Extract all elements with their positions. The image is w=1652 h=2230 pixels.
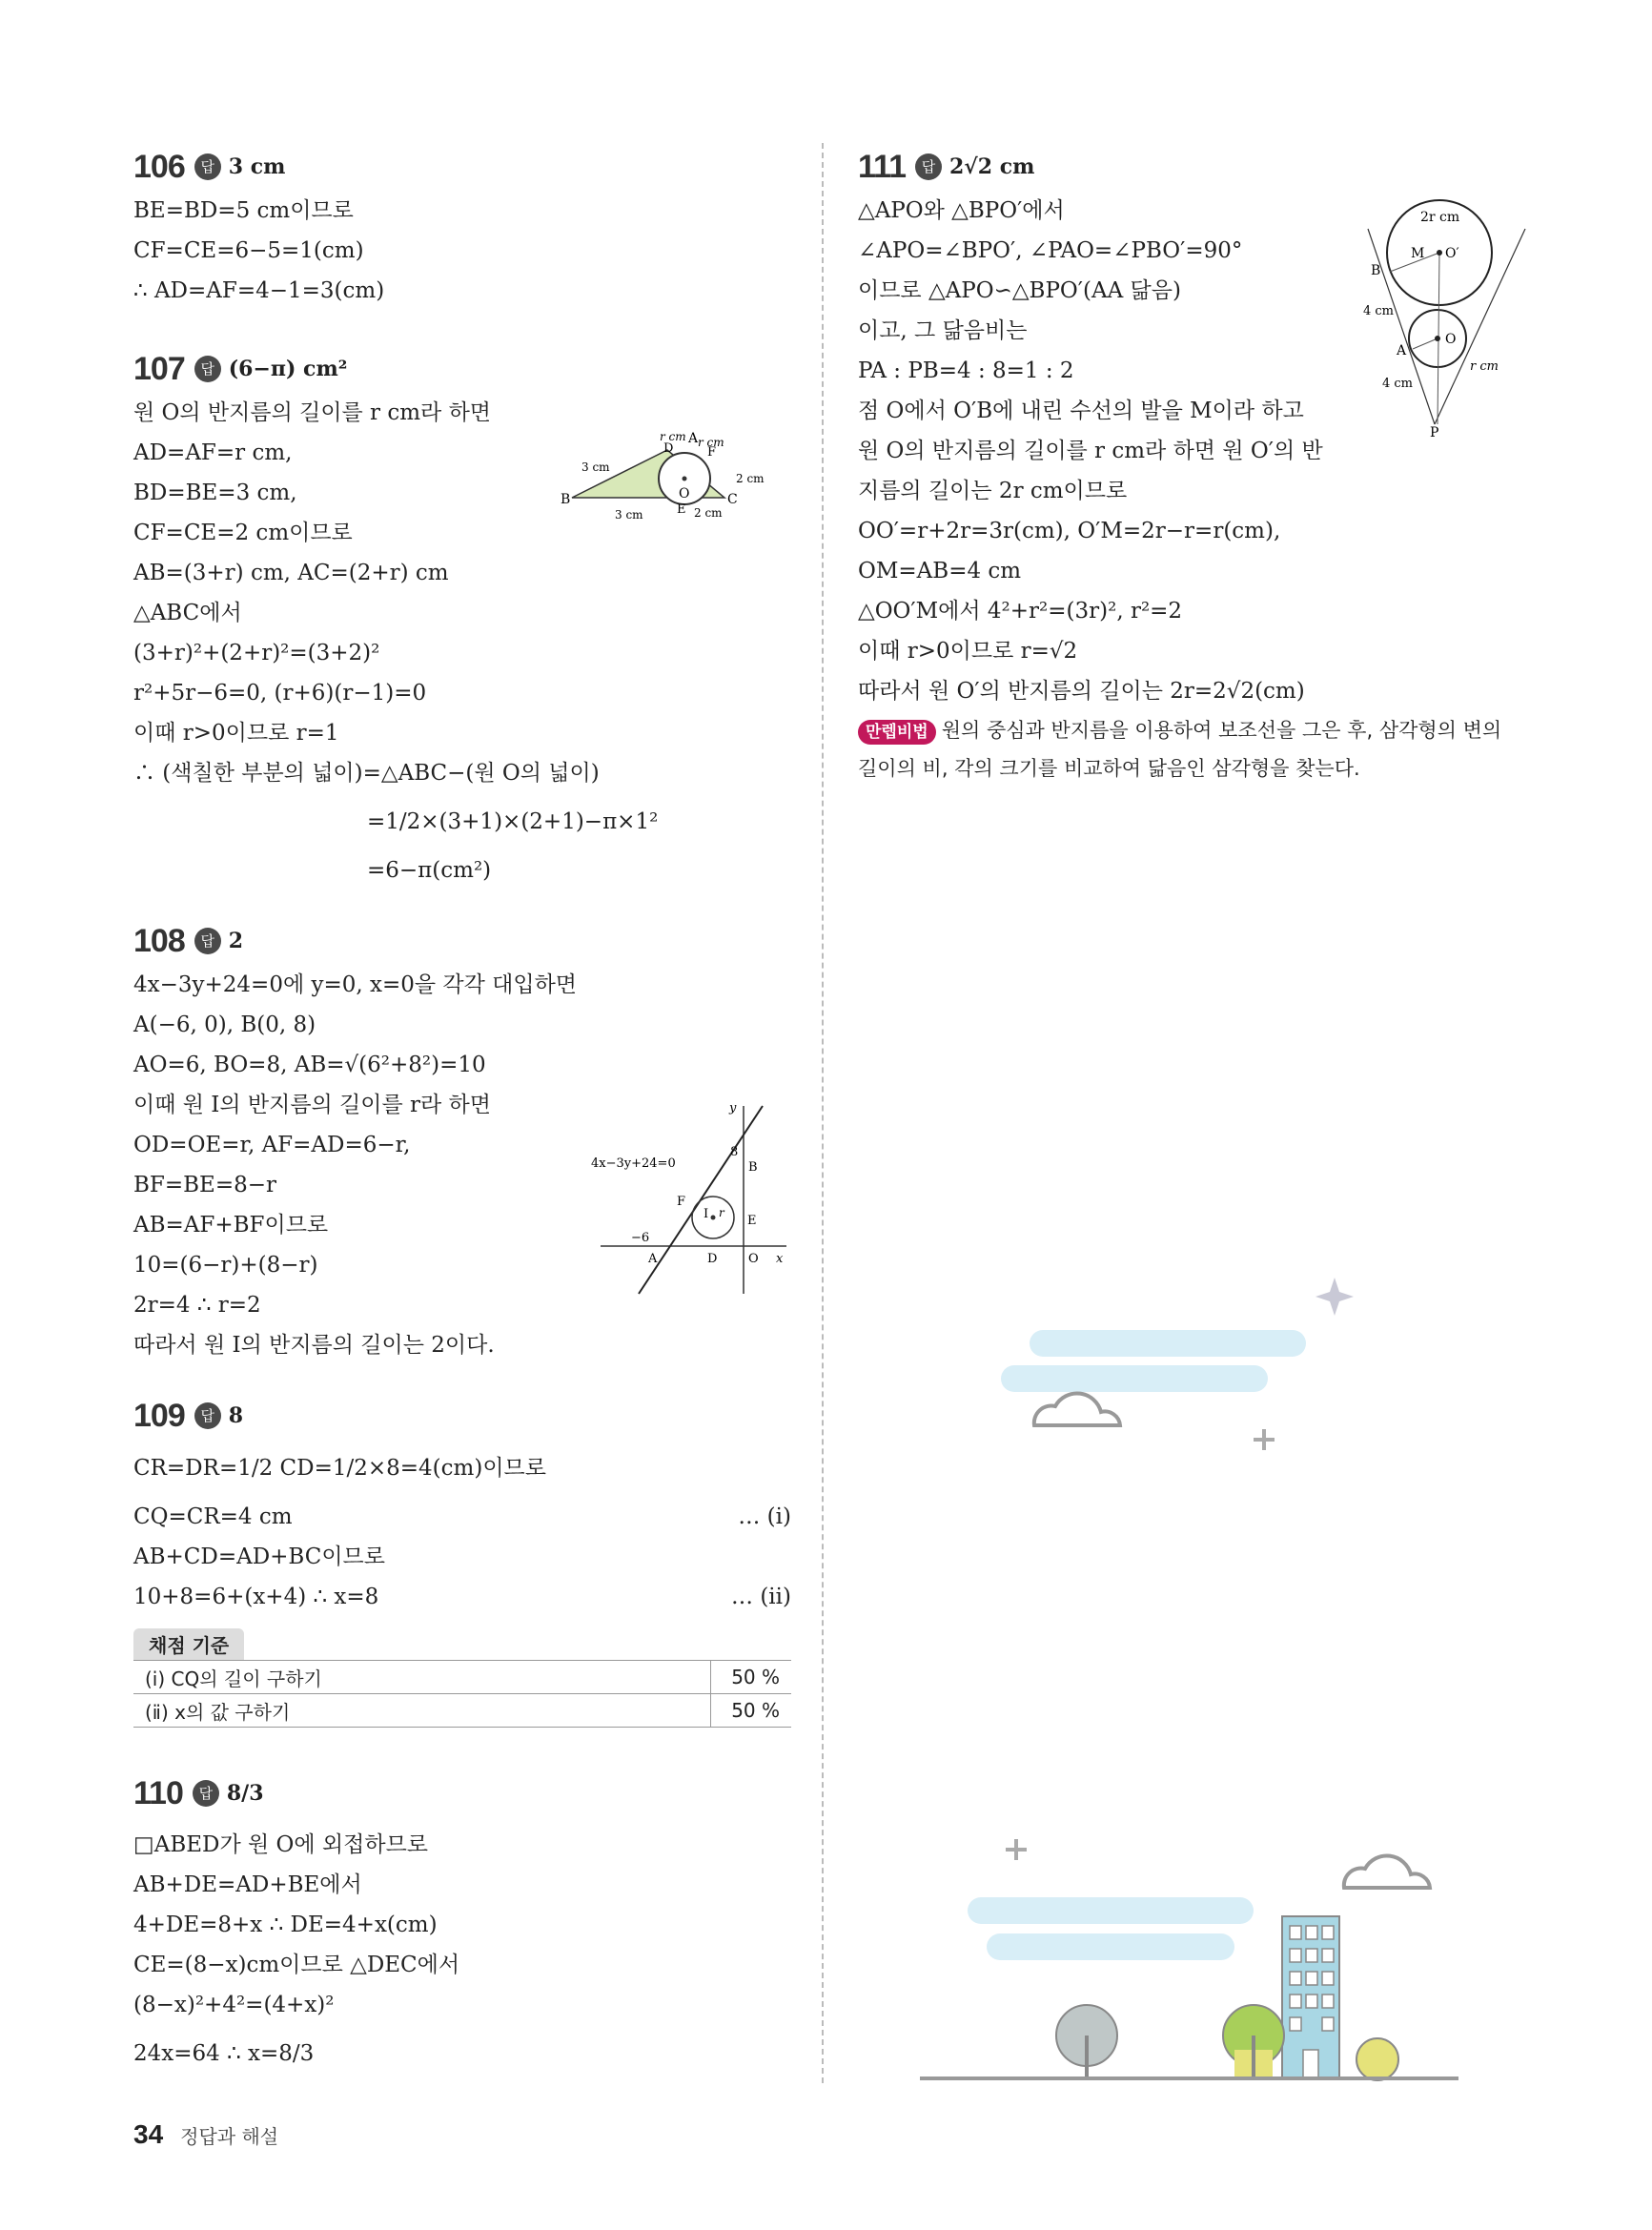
answer-badge: 답 [194,356,221,382]
solution-line: r²+5r−6=0, (r+6)(r−1)=0 [133,681,427,706]
problem-107 [133,345,791,890]
solution-line: 4+DE=8+x ∴ DE=4+x(cm) [133,1913,438,1937]
solution-line: CR=DR=1/2 CD=1/2×8=4(cm)이므로 [133,1456,546,1481]
label-2r-cm: 2r cm [1420,210,1460,225]
label-a: A [1397,343,1407,358]
label-d: D [663,441,674,456]
label-o: O [1445,332,1457,347]
label-d: D [707,1252,718,1266]
label-b: B [748,1160,758,1175]
solution-line: 2r=4 ∴ r=2 [133,1293,261,1318]
answer-badge: 답 [194,928,221,954]
problem-number: 108 [133,922,185,959]
solution-line: ∴ (색칠한 부분의 넓이)=△ABC−(원 O의 넓이) [133,761,600,786]
label-4cm: 4 cm [1382,377,1414,391]
solution-line: 점 O에서 O′B에 내린 수선의 발을 M이라 하고 [858,399,1304,423]
solution-line: ∠APO=∠BPO′, ∠PAO=∠PBO′=90° [858,238,1243,263]
bush-icon [1356,2038,1398,2080]
sky-decoration [972,1278,1373,1459]
tip-box [858,711,1525,788]
label-e: E [677,502,686,517]
answer: 8 [228,1403,244,1428]
answer: 2 [228,929,244,953]
radius-line [1413,338,1438,349]
grading-criteria [133,1628,791,1728]
center-point [1435,336,1440,341]
label-3cm: 3 cm [581,460,610,474]
left-column [133,143,791,2082]
solution-line: AB=AF+BF이므로 [133,1213,329,1238]
right-column [858,143,1525,788]
solution-line: 따라서 원 O′의 반지름의 길이는 2r=2√2(cm) [858,679,1305,704]
step-mark: … (ⅰ) [738,1504,791,1529]
sky-band [1001,1365,1268,1392]
solution-line: □ABED가 원 O에 외접하므로 [133,1832,429,1857]
answer-badge: 답 [194,1402,221,1429]
solution-line: OO′=r+2r=3r(cm), O′M=2r−r=r(cm), [858,519,1281,543]
criteria-label: (ⅰ) CQ의 길이 구하기 [133,1661,711,1694]
plus-icon [1006,1839,1027,1860]
solution-line: A(−6, 0), B(0, 8) [133,1013,316,1037]
label-p: P [1430,425,1439,439]
label-2cm: 2 cm [694,506,723,520]
center-point [683,477,687,481]
solution-line: (8−x)²+4²=(4+x)² [133,1993,335,2017]
label-i: I [704,1207,709,1221]
solution-line: 24x=64 ∴ x=8/3 [133,2041,315,2066]
label-e: E [747,1214,757,1228]
label-b: B [561,492,571,507]
answer: (6−π) cm² [228,357,348,381]
solution-line: CF=CE=6−5=1(cm) [133,238,364,263]
tip-text: 원의 중심과 반지름을 이용하여 보조선을 그은 후, 삼각형의 변의 [941,719,1502,742]
solution-line: (3+r)²+(2+r)²=(3+2)² [133,641,380,665]
criteria-table [133,1660,791,1728]
problem-109 [133,1392,791,1728]
answer-badge: 답 [194,153,221,180]
label-r-cm: r cm [1470,359,1499,374]
solution-line: 이때 r>0이므로 r=1 [133,721,339,746]
two-circles-figure [1363,191,1530,439]
label-8: 8 [730,1145,739,1159]
cloud-icon [1034,1393,1120,1425]
center-point [711,1216,716,1220]
criteria-percent: 50 % [711,1661,792,1694]
problem-111 [858,143,1525,788]
sparkle-icon [1315,1278,1354,1316]
tip-badge: 만렙비법 [858,720,936,745]
tip-line [858,711,1525,749]
solution-line: 원 O의 반지름의 길이를 r cm라 하면 원 O′의 반 [858,439,1323,463]
solution-text: CQ=CR=4 cm [133,1504,293,1529]
incircle-triangle-figure [553,402,782,526]
label-o-prime: O′ [1445,246,1459,261]
problem-number: 106 [133,148,185,185]
center-point [1437,250,1442,256]
label-m: M [1411,246,1425,261]
label-a: A [688,431,699,446]
problem-number: 109 [133,1397,185,1434]
label-4cm: 4 cm [1363,304,1395,318]
sky-band [968,1897,1254,1924]
table-row [133,1661,791,1694]
label-r: r [719,1206,724,1219]
label-a: A [648,1252,658,1266]
problem-110 [133,1762,791,2082]
answer: 3 cm [228,154,286,179]
solution-text: 10+8=6+(x+4) ∴ x=8 [133,1585,379,1609]
step-mark: … (ⅱ) [731,1585,791,1609]
page-footer [133,2119,278,2150]
solution-line: BE=BD=5 cm이므로 [133,198,354,223]
solution-line: 지름의 길이는 2r cm이므로 [858,479,1128,503]
solution-line: 이므로 △APO∽△BPO′(AA 닮음) [858,278,1181,303]
solution-line [133,1577,791,1617]
solution-line: 10=(6−r)+(8−r) [133,1253,318,1278]
problem-108 [133,917,791,1365]
solution-line: △APO와 △BPO′에서 [858,198,1065,223]
solution-line: 이때 원 I의 반지름의 길이를 r라 하면 [133,1093,491,1117]
answer: 2√2 cm [948,154,1035,179]
label-3cm: 3 cm [615,508,643,522]
problem-number: 111 [858,148,906,185]
problem-106 [133,143,791,311]
problem-number: 110 [133,1774,183,1811]
solution-line: PA : PB=4 : 8=1 : 2 [858,358,1074,383]
city-decoration [910,1821,1463,2088]
label-neg6: −6 [631,1231,650,1245]
solution-line: △ABC에서 [133,601,242,625]
label-f: F [707,445,717,460]
label-y: y [729,1101,737,1115]
sky-band [987,1933,1234,1960]
plus-icon [1254,1429,1275,1450]
problem-number: 107 [133,350,185,387]
answer: 8/3 [226,1781,264,1806]
cloud-icon [1344,1855,1430,1888]
solution-line: CF=CE=2 cm이므로 [133,521,353,545]
footer-label: 정답과 해설 [180,2125,279,2148]
criteria-title: 채점 기준 [133,1628,244,1660]
solution-line: CE=(8−x)cm이므로 △DEC에서 [133,1953,460,1977]
solution-line: AB=(3+r) cm, AC=(2+r) cm [133,561,449,585]
label-r-cm: r cm [698,436,724,449]
solution-line: AB+DE=AD+BE에서 [133,1872,362,1897]
label-r-cm: r cm [660,430,686,443]
solution-line: =6−π(cm²) [367,858,492,883]
sky-band [1030,1330,1306,1357]
solution-line: OD=OE=r, AF=AD=6−r, [133,1133,411,1157]
line-equation: 4x−3y+24=0 [591,1156,676,1171]
tip-text: 길이의 비, 각의 크기를 비교하여 닮음인 삼각형을 찾는다. [858,757,1360,780]
solution-line: =1/2×(3+1)×(2+1)−π×1² [367,809,659,834]
solution-line: BF=BE=8−r [133,1173,276,1197]
label-x: x [776,1252,784,1266]
solution-line: △OO′M에서 4²+r²=(3r)², r²=2 [858,599,1183,624]
criteria-label: (ⅱ) x의 값 구하기 [133,1694,711,1728]
label-2cm: 2 cm [736,472,765,485]
solution-line: 4x−3y+24=0에 y=0, x=0을 각각 대입하면 [133,972,578,997]
answer-badge: 답 [915,153,942,180]
solution-line: ∴ AD=AF=4−1=3(cm) [133,278,385,303]
solution-line: AO=6, BO=8, AB=√(6²+8²)=10 [133,1053,486,1077]
solution-line: OM=AB=4 cm [858,559,1022,583]
coordinate-figure [591,1098,791,1299]
table-row [133,1694,791,1728]
solution-line: 이고, 그 닮음비는 [858,318,1028,343]
solution-line [133,1497,791,1537]
label-o: O [748,1252,759,1266]
solution-line: 원 O의 반지름의 길이를 r cm라 하면 [133,400,492,425]
criteria-percent: 50 % [711,1694,792,1728]
solution-line: AB+CD=AD+BC이므로 [133,1545,385,1569]
solution-line: 따라서 원 I의 반지름의 길이는 2이다. [133,1333,495,1358]
label-f: F [677,1195,686,1209]
solution-line: 이때 r>0이므로 r=√2 [858,639,1078,664]
label-o: O [679,486,690,501]
label-c: C [727,492,738,507]
label-b: B [1371,263,1381,278]
solution-line: BD=BE=3 cm, [133,481,297,505]
column-divider [822,143,824,2083]
page-number: 34 [133,2119,164,2149]
solution-line: AD=AF=r cm, [133,440,293,465]
answer-badge: 답 [193,1780,219,1807]
